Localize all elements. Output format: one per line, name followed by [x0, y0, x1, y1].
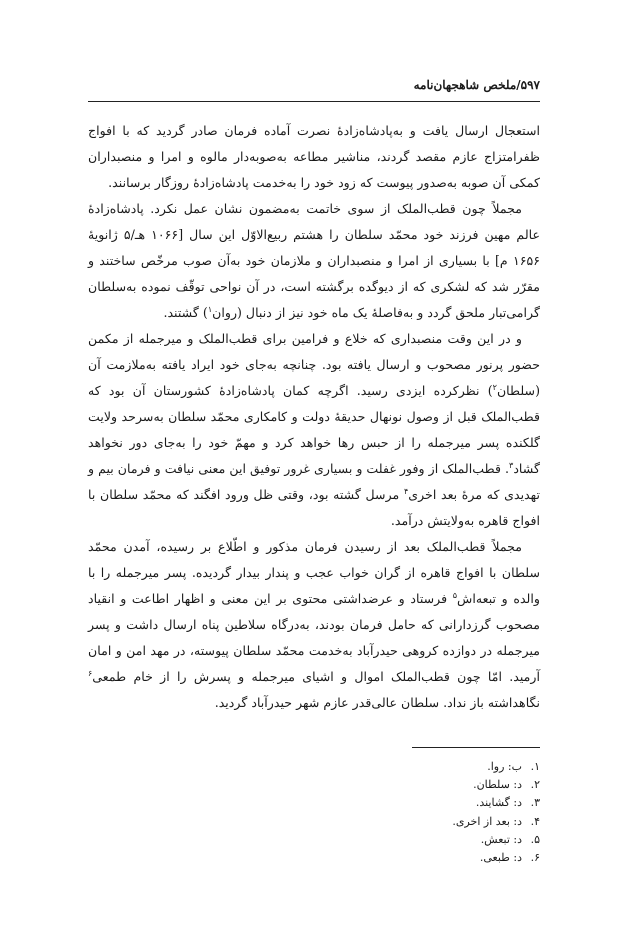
paragraph-text: نگاهداشته باز نداد. سلطان عالی‌قدر عازم شهر حیدرآباد گردید.	[214, 695, 540, 710]
footnote-marker: ۵	[452, 590, 458, 600]
header-divider	[88, 101, 540, 102]
paragraph-text: استعجال ارسال یافت و به‌پادشاه‌زادهٔ نصرت آماده فرمان صادر گردید که با افواج ظفرامتزاج عازم مقصد گردند، مناشیر مطاعه به‌صوبه‌دار مالوه و امرا و منصبداران کمکی آن صوبه به‌صدور پیوست که زود خود را به‌خدمت پادشاه‌زادهٔ روزگار برسانند.	[88, 123, 540, 190]
paragraph-text: مرسل گشته بود، وقتی ظل ورود افگند که محمّد سلطان با افواج قاهره به‌ولایتش درآمد.	[88, 487, 540, 528]
paragraph	[88, 534, 540, 716]
footnote-marker: ۳	[509, 460, 514, 470]
footnote-number: ۶.	[530, 851, 540, 865]
paragraph-text: مجملاً قطب‌الملک بعد از رسیدن فرمان مذکور و اطّلاع بر رسیده، آمدن محمّد سلطان با افواج قاهره از گران خواب عجب و پندار بیدار گردیده. پسر میرجمله را با والده و تبعه‌اش	[88, 539, 540, 606]
paragraph-text: ) نظرکرده ایزدی رسید. اگرچه کمان پادشاه‌زادهٔ کشورستان آن بود که قطب‌الملک قبل از وصول نونهال حدیقهٔ دولت و کامکاری محمّد سلطان به‌سرحد ولایت گلکنده پسر میرجمله را از حبس رها خواهد کرد و مهمّ خود را به‌جای دور نخواهد گشاد	[88, 383, 540, 476]
footnote-text: د: طبعی.	[479, 851, 522, 865]
paragraph-text: و در این وقت منصبداری که خلاع و فرامین برای قطب‌الملک و میرجمله از مکمن حضور پرنور مصحوب و ارسال یافته بود. چنانچه به‌جای خود ایراد یافته به‌ملازمت آن (سلطان	[88, 331, 540, 398]
running-head: ۵۹۷/ملخص شاهجهان‌نامه	[413, 78, 540, 92]
footnote-text: د: سلطان.	[473, 778, 522, 792]
paragraph	[88, 196, 540, 326]
footnote	[88, 776, 540, 794]
footnote-number: ۲.	[530, 778, 540, 792]
footnote-text: د: گشایند.	[475, 796, 522, 810]
body-text	[88, 118, 540, 716]
paragraph-text: ) گشتند.	[163, 305, 208, 320]
footnote	[88, 849, 540, 867]
paragraph	[88, 326, 540, 534]
footnote	[88, 831, 540, 849]
footnote-divider	[412, 747, 540, 748]
footnote	[88, 758, 540, 776]
footnote-marker: ۲	[492, 382, 497, 392]
footnote-text: د: بعد از اخری.	[452, 814, 522, 828]
footnote-number: ۴.	[530, 814, 540, 828]
footnote-marker: ۴	[403, 486, 409, 496]
paragraph-text: فرستاد و عرضداشتی محتوی بر این معنی و اظهار اطاعت و انقیاد مصحوب گرزدارانی که حامل فرمان بودند، به‌درگاه سلاطین پناه ارسال داشت و پسر میرجمله در دوازده کروهی حیدرآباد به‌خدمت محمّد سلطان پیوسته، در مهد امن و امان آرمید. امّا چون قطب‌الملک اموال و اشیای میرجمله و پسرش را از خام طمعی	[88, 591, 540, 684]
footnote-text: ب: روا.	[487, 760, 522, 773]
footnotes-list	[88, 758, 540, 867]
footnote-marker: ۱	[207, 304, 213, 314]
footnote-number: ۱.	[530, 760, 540, 773]
footnote-number: ۳.	[530, 796, 540, 810]
footnote-marker: ۶	[88, 668, 93, 678]
paragraph-text: . قطب‌الملک از وفور غفلت و بسیاری غرور توفیق این معنی نیافت و فرمان بیم و تهدیدی که مرهٔ بعد اخری	[88, 461, 540, 502]
paragraph	[88, 118, 540, 196]
paragraph-text: مجملاً چون قطب‌الملک از سوی خاتمت به‌مضمون نشان عمل نکرد. پادشاه‌زادهٔ عالم مهین فرزند خود محمّد سلطان را هشتم ربیع‌الاوّل این سال [۱۰۶۶ هـ/۵ ژانویهٔ ۱۶۵۶ م] با بسیاری از امرا و منصبداران و ملازمان خود به‌آن صوب مرخّص ساختند و مقرّر شد که لشکری که از دیوگده برگشته است، در آن نواحی توقّف نموده به‌سلطان گرامی‌تبار ملحق گردد و به‌فاصلهٔ یک ماه خود نیز از دنبال (روان	[88, 201, 541, 320]
footnote	[88, 813, 540, 831]
footnote	[88, 794, 540, 812]
footnote-text: د: تبعش.	[480, 832, 522, 846]
footnote-number: ۵.	[530, 832, 540, 846]
